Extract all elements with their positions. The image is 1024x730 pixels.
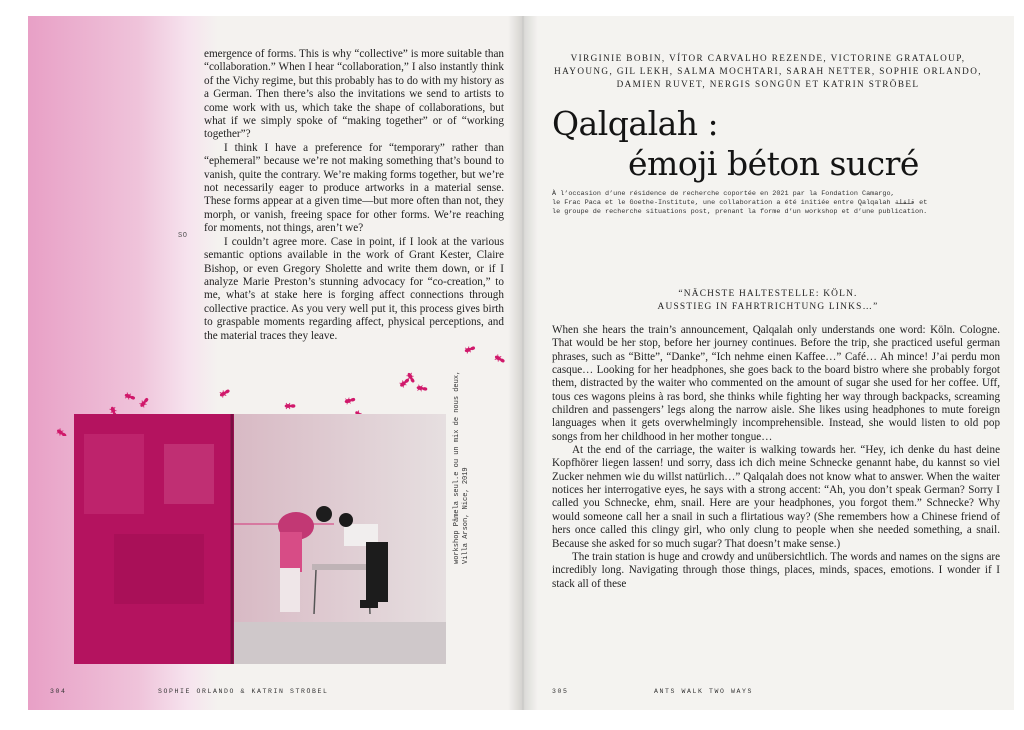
photo-caption [453,371,471,564]
page-number: 304 [50,688,67,695]
ant-icon [139,397,150,409]
epigraph [542,288,994,313]
photo-caption-line: workshop Pâmela seul.e ou un mix de nous deux, [453,370,461,564]
ant-icon [464,346,475,354]
ant-icon [417,385,428,393]
left-page [28,16,522,710]
running-head: ANTS WALK TWO WAYS [654,688,754,695]
right-page [522,16,1014,710]
paragraph: I think I have a preference for “temporary” rather than “ephemeral” because we’re not making something that’s bound to vanish, quite the contrary. We’re making forms together, but we’re not necessarily eager to produce artworks in a material sense. These forms appear at a given time—but more often than not, they morph, or vanish, freeing space for other forms. We’re reaching for moments, not things, aren’t we? [204,141,504,235]
running-head: SOPHIE ORLANDO & KATRIN STRÖBEL [158,688,329,695]
author-line: VIRGINIE BOBIN, VÍTOR CARVALHO REZENDE, VICTORINE GRATALOUP, [570,53,966,63]
author-line: DAMIEN RUVET, NERGIS SONGÜN ET KATRIN STRÖBEL [616,79,920,89]
title-line: Qalqalah : [552,104,719,143]
title-line: émoji béton sucré [628,144,919,183]
epigraph-line: AUSSTIEG IN FAHRTRICHTUNG LINKS…” [657,301,879,312]
article-title [552,104,992,184]
photo-caption-line: Villa Arson, Nice, 2019 [462,467,470,564]
page-number: 305 [552,688,569,695]
paragraph: At the end of the carriage, the waiter is walking towards her. “Hey, ich denke du hast deine Kopfhörer liegen lassen! und sorry, dass ich dich meine Schnecke genannt habe, du kannst so viel Zucker nehmen wie du willst natürlich…” Qalqalah does not know what to answer. When the waiter notices her interrogative eyes, he says with a strong accent: “Ah, you don’t speak German? Sorry I called you Schnecke, ehm, snail. Here are your headphones, you forgot them.” Schnecke? Why would someone call her a snail in such a flirtatious way? (She remembers how a Chinese friend of hers once called this clingy girl, who only clung to people when she needed something, a snail. Because she asked for so much sugar? That doesn’t make sense.) [552,444,1000,550]
ant-icon [219,388,231,398]
ant-icon [494,354,506,364]
left-column-text [204,48,504,343]
paragraph: The train station is huge and crowdy and unübersichtlich. The words and names on the signs are incredibly long. Navigating through those things, places, minds, spaces, emotions. I wonder if I stack all of these [552,550,1000,590]
book-gutter [508,16,538,710]
paragraph: emergence of forms. This is why “collective” is more suitable than “collaboration.” When I hear “collaboration,” I also instantly think of the Vichy regime, but this probably has to do with my history as a German. Then there’s also the invitations we send to artists to come work with us, which take the shape of collaborations, but what if we simply spoke of “making together” or of “working together”? [204,48,504,141]
ant-icon [124,392,135,401]
workshop-photo [74,414,446,664]
magazine-spread [10,16,1014,718]
author-list [542,52,994,91]
author-line: HAYOUNG, GIL LEKH, SALMA MOCHTARI, SARAH NETTER, SOPHIE ORLANDO, [554,66,982,76]
epigraph-line: “NÄCHSTE HALTESTELLE: KÖLN. [678,289,858,299]
paragraph: I couldn’t agree more. Case in point, if I look at the various semantic options available in the work of Grant Kester, Claire Bishop, or even Gregory Sholette and write them down, or if I analyze Marie Preston’s stunning advocacy for “co-creation,” to me, what’s at stake here is forging affect connections through collective practice. As you very well put it, this process gives birth to graspable moments regarding affect, physical perceptions, and the material traces they leave. [204,235,504,342]
right-column-text [552,324,1000,591]
ant-icon [285,403,295,409]
ant-icon [344,396,355,404]
intro-line: À l’occasion d’une résidence de recherche coportée en 2021 par la Fondation Camargo, [552,190,895,198]
workshop-photo-illustration [74,414,446,664]
intro-line: le Frac Paca et le Goethe-Institute, une collaboration a été initiée entre Qalqalah قلقلة et [552,199,928,208]
intro-text [552,190,992,218]
margin-speaker-initials: SO [178,232,188,240]
paragraph: When she hears the train’s announcement, Qalqalah only understands one word: Köln. Cologne. That would be her stop, before her journey continues. Before the trip, she practiced useful german phrases, such as “Bitte”, “Danke”, “Ich nehme einen Kaffee…” Café… Ah mince! J’ai perdu mon casque… Looking for her headphones, she goes back to the board bistro where she probably forgot them, distracted by the waiter who commented on the amount of sugar she used for her coffee. Uff, tous ces wagons pleins à ras bord, she thinks while fighting her way through backpacks, screaming children and passengers’ legs along the narrow aisle. She likes using headphones to mute foreign languages when it gets overwhelmingly incomprehensible. Instead, she would listen to old pop songs from her childhood in her mother tongue… [552,324,1000,443]
intro-line: le groupe de recherche situations post, prenant la forme d’un workshop et d’une publication. [552,208,928,217]
ant-icon [56,428,68,436]
